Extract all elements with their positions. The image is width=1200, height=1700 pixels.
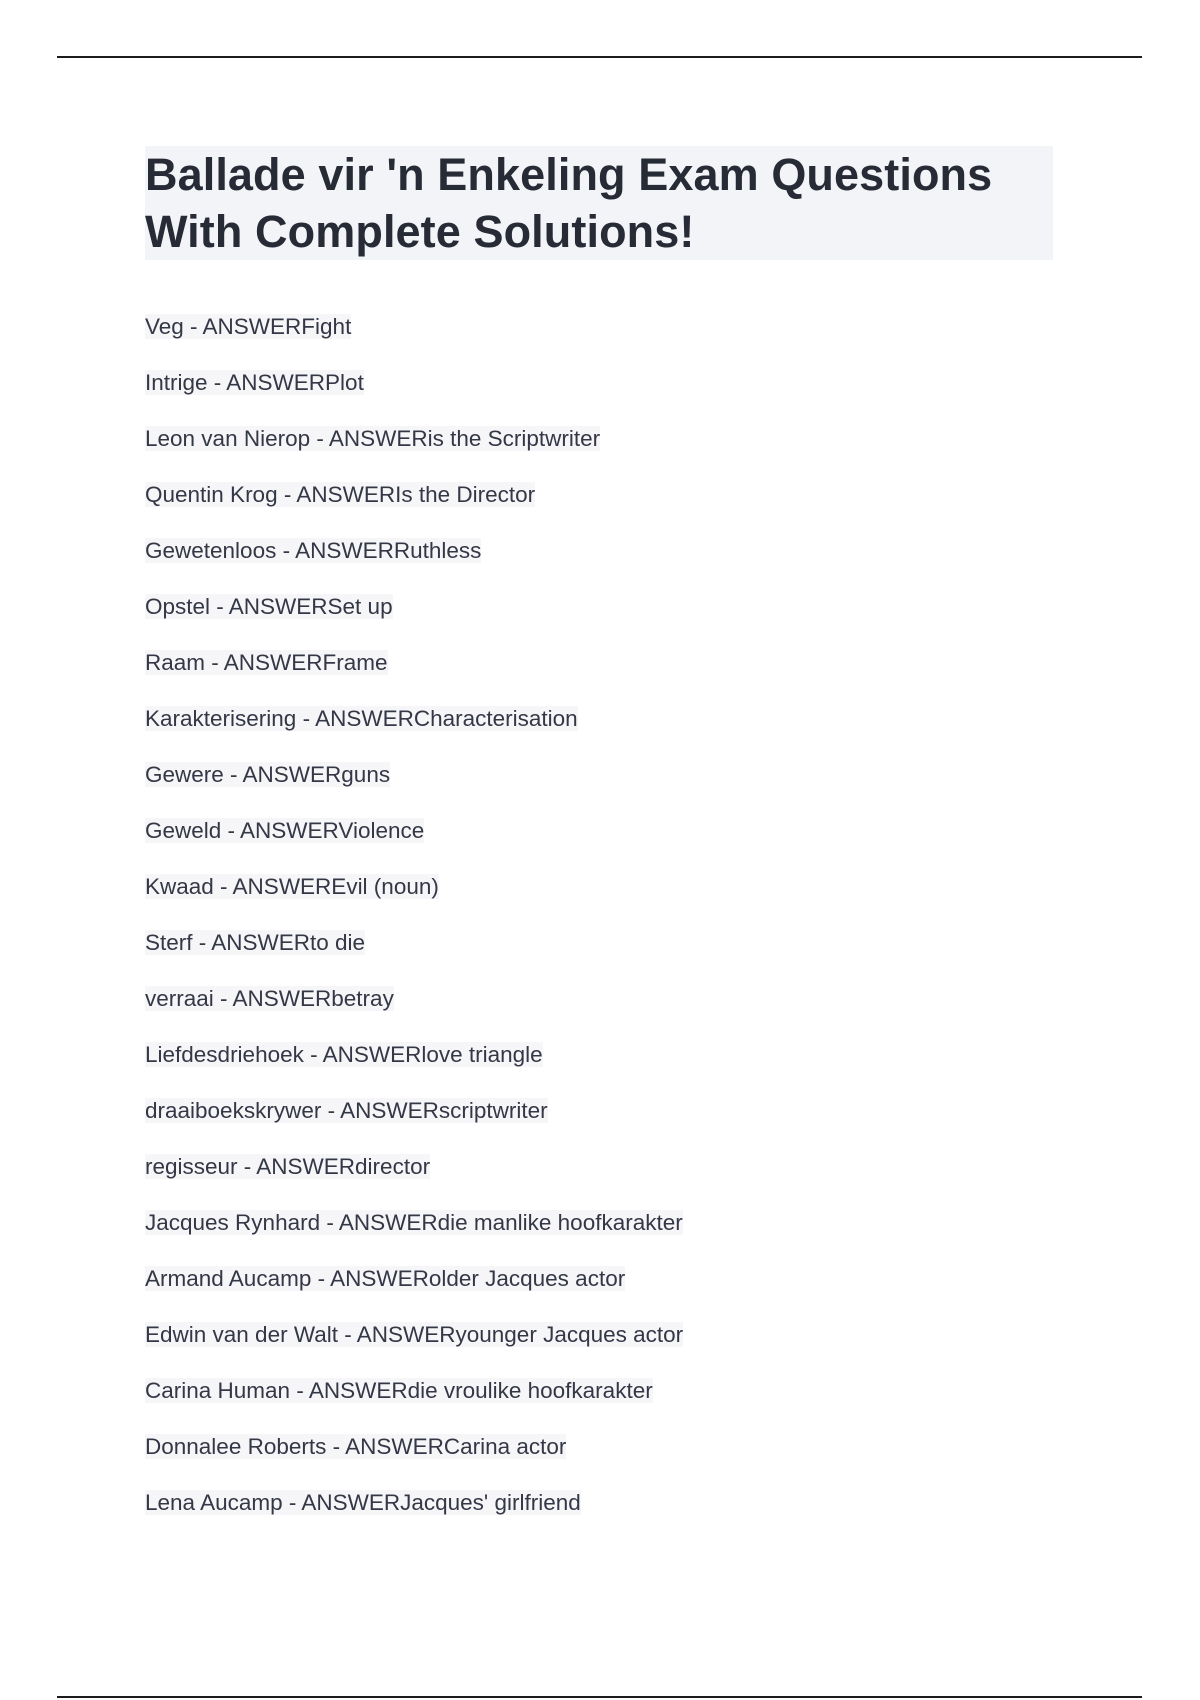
qa-item bbox=[145, 1318, 683, 1374]
qa-item-text: Opstel - ANSWERSet up bbox=[145, 594, 393, 619]
qa-item-text: Karakterisering - ANSWERCharacterisation bbox=[145, 706, 578, 731]
qa-item-text: Leon van Nierop - ANSWERis the Scriptwriter bbox=[145, 426, 601, 451]
qa-item bbox=[145, 310, 683, 366]
qa-item bbox=[145, 870, 683, 926]
qa-item bbox=[145, 1206, 683, 1262]
qa-item-text: Raam - ANSWERFrame bbox=[145, 650, 388, 675]
qa-item-text: Geweld - ANSWERViolence bbox=[145, 818, 425, 843]
bottom-divider bbox=[57, 1696, 1142, 1698]
qa-item bbox=[145, 1038, 683, 1094]
qa-item-text: Lena Aucamp - ANSWERJacques' girlfriend bbox=[145, 1490, 581, 1515]
top-divider bbox=[57, 56, 1142, 58]
qa-item bbox=[145, 422, 683, 478]
qa-item bbox=[145, 1486, 683, 1542]
qa-item bbox=[145, 590, 683, 646]
qa-item bbox=[145, 982, 683, 1038]
qa-list bbox=[145, 310, 683, 1542]
qa-item bbox=[145, 1374, 683, 1430]
qa-item bbox=[145, 926, 683, 982]
qa-item-text: Sterf - ANSWERto die bbox=[145, 930, 366, 955]
qa-item bbox=[145, 534, 683, 590]
qa-item bbox=[145, 366, 683, 422]
qa-item-text: regisseur - ANSWERdirector bbox=[145, 1154, 431, 1179]
qa-item-text: Gewere - ANSWERguns bbox=[145, 762, 391, 787]
qa-item-text: Gewetenloos - ANSWERRuthless bbox=[145, 538, 482, 563]
qa-item-text: Carina Human - ANSWERdie vroulike hoofkarakter bbox=[145, 1378, 653, 1403]
qa-item bbox=[145, 478, 683, 534]
qa-item-text: Liefdesdriehoek - ANSWERlove triangle bbox=[145, 1042, 543, 1067]
qa-item bbox=[145, 1262, 683, 1318]
qa-item bbox=[145, 758, 683, 814]
qa-item-text: Intrige - ANSWERPlot bbox=[145, 370, 364, 395]
qa-item-text: Kwaad - ANSWEREvil (noun) bbox=[145, 874, 439, 899]
qa-item-text: Armand Aucamp - ANSWERolder Jacques actor bbox=[145, 1266, 626, 1291]
qa-item-text: Edwin van der Walt - ANSWERyounger Jacques actor bbox=[145, 1322, 684, 1347]
qa-item bbox=[145, 814, 683, 870]
qa-item-text: Donnalee Roberts - ANSWERCarina actor bbox=[145, 1434, 567, 1459]
qa-item bbox=[145, 1094, 683, 1150]
qa-item bbox=[145, 646, 683, 702]
qa-item-text: Jacques Rynhard - ANSWERdie manlike hoofkarakter bbox=[145, 1210, 683, 1235]
qa-item-text: verraai - ANSWERbetray bbox=[145, 986, 394, 1011]
qa-item bbox=[145, 1430, 683, 1486]
qa-item-text: Quentin Krog - ANSWERIs the Director bbox=[145, 482, 536, 507]
qa-item-text: Veg - ANSWERFight bbox=[145, 314, 352, 339]
qa-item bbox=[145, 1150, 683, 1206]
qa-item bbox=[145, 702, 683, 758]
title-block bbox=[145, 146, 1053, 260]
qa-item-text: draaiboekskrywer - ANSWERscriptwriter bbox=[145, 1098, 548, 1123]
page-title: Ballade vir 'n Enkeling Exam Questions With Complete Solutions! bbox=[145, 149, 993, 257]
